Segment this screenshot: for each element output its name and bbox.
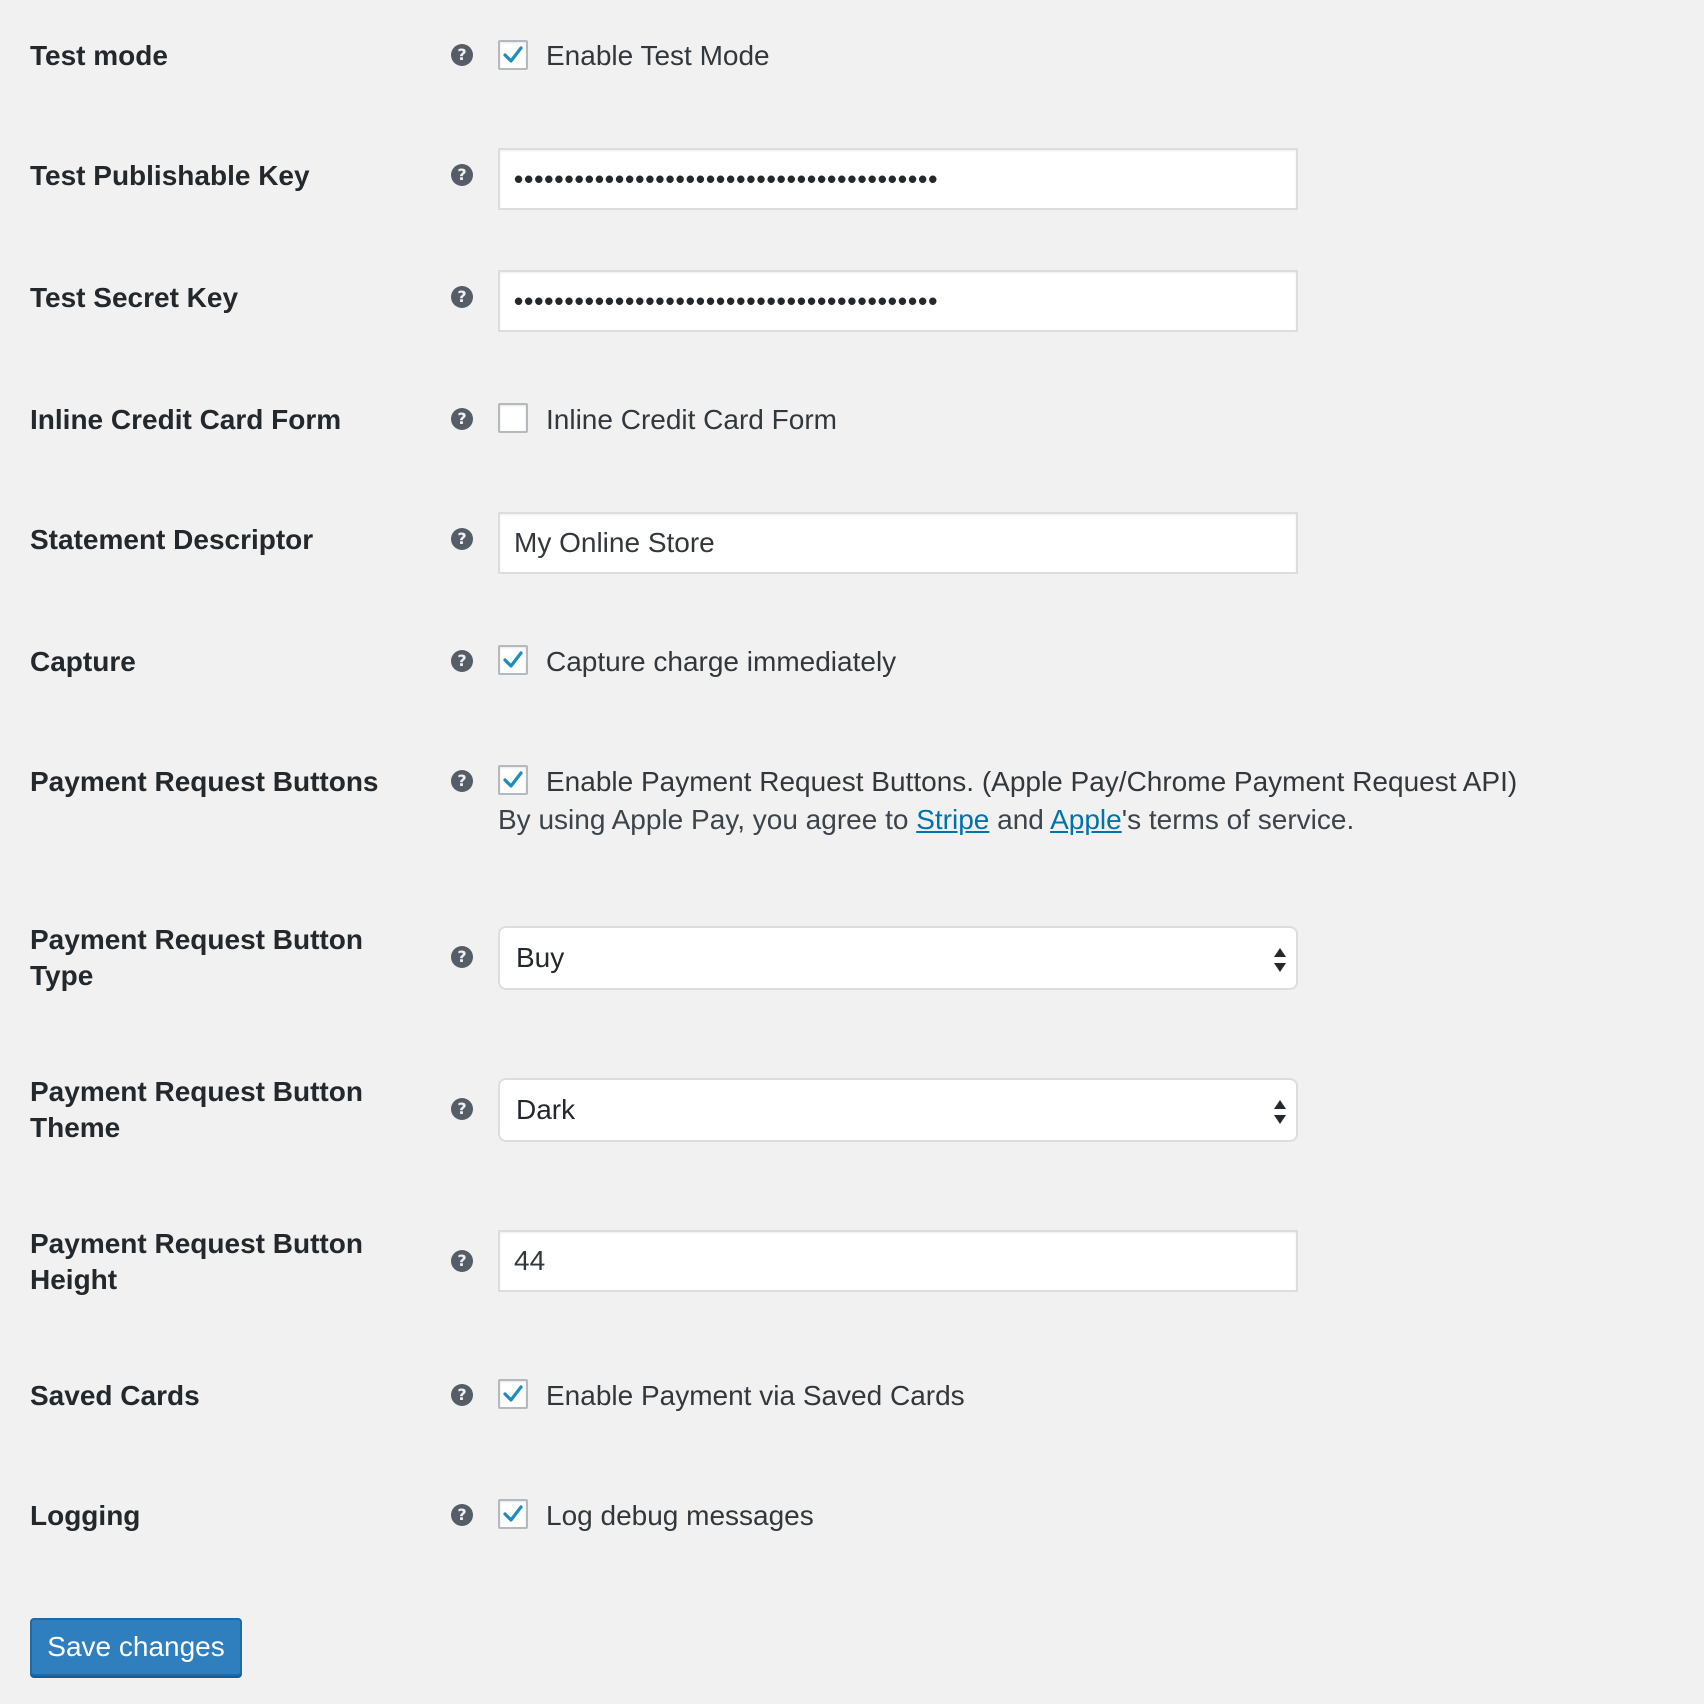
button-height-input[interactable]: 44 <box>498 1230 1298 1292</box>
test-publishable-key-input[interactable]: •••••••••••••••••••••••••••••••••••••••••• <box>498 148 1298 210</box>
apple-pay-terms-description <box>498 802 1354 838</box>
checkmark-icon <box>502 44 524 66</box>
saved-cards-checkbox-label[interactable]: Enable Payment via Saved Cards <box>546 1380 965 1411</box>
statement-descriptor-input[interactable]: My Online Store <box>498 512 1298 574</box>
terms-text: By using Apple Pay, you agree to <box>498 804 917 835</box>
help-icon[interactable]: ? <box>451 528 473 550</box>
label-line: Theme <box>30 1112 121 1143</box>
capture-checkbox-label[interactable]: Capture charge immediately <box>546 646 897 677</box>
apple-terms-link[interactable]: Apple <box>1050 804 1122 835</box>
help-icon[interactable]: ? <box>451 770 473 792</box>
test-mode-checkbox-label[interactable]: Enable Test Mode <box>546 40 770 71</box>
help-icon[interactable]: ? <box>451 164 473 186</box>
label-line: Payment Request Button <box>30 1228 363 1259</box>
payment-request-buttons-label: Payment Request Buttons <box>30 766 379 797</box>
button-theme-select[interactable] <box>498 1078 1298 1142</box>
select-arrows-icon <box>1272 946 1288 974</box>
label-line: Height <box>30 1264 118 1295</box>
saved-cards-label: Saved Cards <box>30 1380 200 1411</box>
inline-cc-form-label: Inline Credit Card Form <box>30 404 342 435</box>
help-icon[interactable]: ? <box>451 44 473 66</box>
inline-cc-form-checkbox[interactable] <box>498 403 528 433</box>
capture-checkbox[interactable] <box>498 645 528 675</box>
test-secret-key-input[interactable]: •••••••••••••••••••••••••••••••••••••••••• <box>498 270 1298 332</box>
help-icon[interactable]: ? <box>451 650 473 672</box>
select-arrows-icon <box>1272 1098 1288 1126</box>
button-type-label <box>30 922 390 994</box>
logging-label: Logging <box>30 1500 141 1531</box>
stripe-terms-link[interactable]: Stripe <box>916 804 990 835</box>
logging-checkbox-label[interactable]: Log debug messages <box>546 1500 814 1531</box>
help-icon[interactable]: ? <box>451 1098 473 1120</box>
payment-request-buttons-checkbox[interactable] <box>498 765 528 795</box>
help-icon[interactable]: ? <box>451 1504 473 1526</box>
statement-descriptor-label: Statement Descriptor <box>30 524 314 555</box>
help-icon[interactable]: ? <box>451 408 473 430</box>
test-publishable-key-label: Test Publishable Key <box>30 160 310 191</box>
button-theme-label <box>30 1074 390 1146</box>
button-height-label <box>30 1226 390 1298</box>
test-mode-label: Test mode <box>30 40 168 71</box>
help-icon[interactable]: ? <box>451 946 473 968</box>
terms-text: and <box>989 804 1051 835</box>
label-line: Type <box>30 960 94 991</box>
button-type-select[interactable] <box>498 926 1298 990</box>
help-icon[interactable]: ? <box>451 286 473 308</box>
test-secret-key-label: Test Secret Key <box>30 282 239 313</box>
button-theme-selected-value: Dark <box>516 1094 576 1125</box>
capture-label: Capture <box>30 646 136 677</box>
payment-request-buttons-checkbox-label[interactable]: Enable Payment Request Buttons. (Apple Pay/Chrome Payment Request API) <box>546 766 1518 797</box>
label-line: Payment Request Button <box>30 924 363 955</box>
help-icon[interactable]: ? <box>451 1250 473 1272</box>
inline-cc-form-checkbox-label[interactable]: Inline Credit Card Form <box>546 404 837 435</box>
checkmark-icon <box>502 769 524 791</box>
button-type-selected-value: Buy <box>516 942 565 973</box>
save-changes-button[interactable]: Save changes <box>30 1618 242 1676</box>
checkmark-icon <box>502 1503 524 1525</box>
checkmark-icon <box>502 1383 524 1405</box>
logging-checkbox[interactable] <box>498 1499 528 1529</box>
saved-cards-checkbox[interactable] <box>498 1379 528 1409</box>
terms-text: 's terms of service. <box>1121 804 1355 835</box>
label-line: Payment Request Button <box>30 1076 363 1107</box>
test-mode-checkbox[interactable] <box>498 40 528 70</box>
checkmark-icon <box>502 649 524 671</box>
help-icon[interactable]: ? <box>451 1384 473 1406</box>
